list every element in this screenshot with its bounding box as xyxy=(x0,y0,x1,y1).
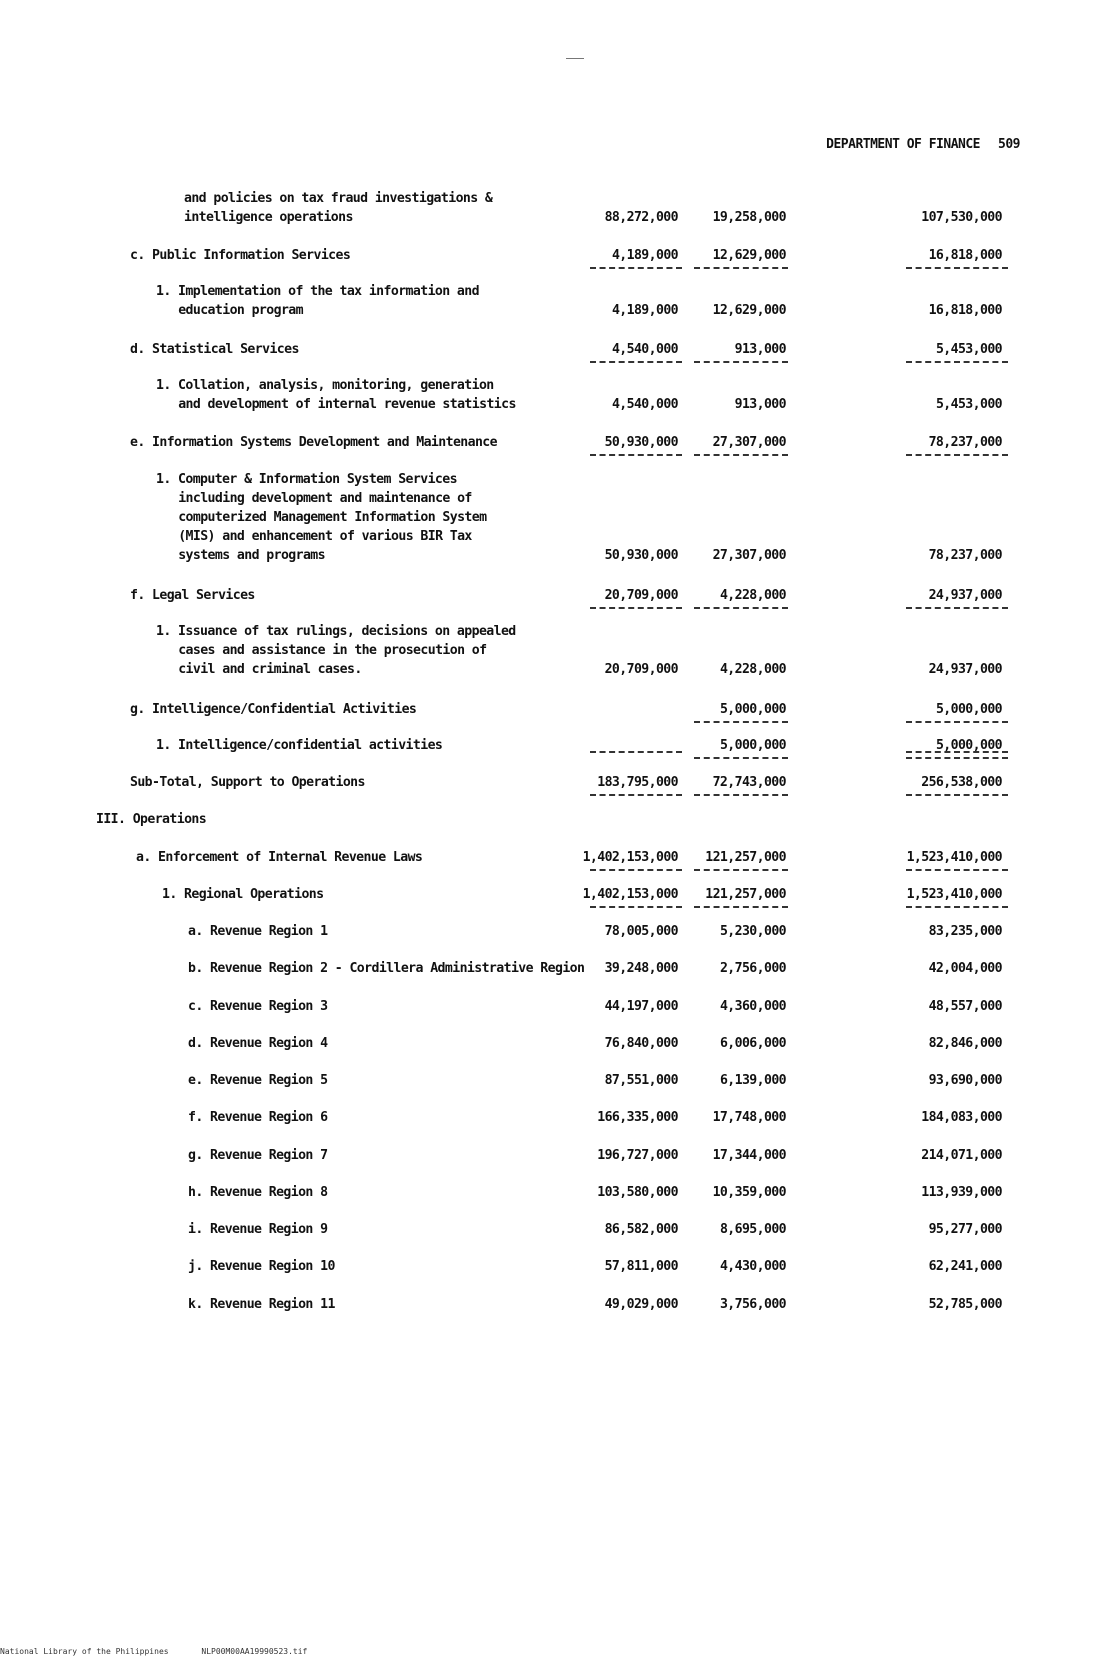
row-label-line: including development and maintenance of xyxy=(178,491,472,506)
table-row xyxy=(0,997,1112,1016)
amount-c1: 4,189,000 xyxy=(611,303,678,318)
dashed-rule xyxy=(906,757,1008,759)
row-label-line: cases and assistance in the prosecution of xyxy=(178,643,487,658)
amount-c1: 50,930,000 xyxy=(604,435,678,450)
amount-c3: 82,846,000 xyxy=(928,1036,1002,1051)
amount-c2: 6,006,000 xyxy=(719,1036,786,1051)
row-label xyxy=(188,1183,327,1202)
dashed-rule xyxy=(590,454,682,456)
amount-c2: 3,756,000 xyxy=(719,1297,786,1312)
amount-c2: 4,228,000 xyxy=(719,588,786,603)
row-label xyxy=(130,586,255,605)
row-label-line: j. Revenue Region 10 xyxy=(188,1259,335,1274)
dashed-rule xyxy=(590,869,682,871)
amount-c3: 16,818,000 xyxy=(928,248,1002,263)
amount-c2: 5,000,000 xyxy=(719,702,786,717)
dashed-rule xyxy=(694,267,788,269)
dashed-rule xyxy=(906,267,1008,269)
dashed-rule xyxy=(906,454,1008,456)
row-label-line: 1. Regional Operations xyxy=(162,887,324,902)
amount-c1: 86,582,000 xyxy=(604,1222,678,1237)
row-label-line: c. Revenue Region 3 xyxy=(188,999,328,1014)
table-row xyxy=(0,1146,1112,1165)
amount-c3: 1,523,410,000 xyxy=(906,850,1002,865)
row-label-line: (MIS) and enhancement of various BIR Tax xyxy=(178,529,472,544)
amount-c3: 5,453,000 xyxy=(935,342,1002,357)
table-row xyxy=(0,1220,1112,1239)
row-label-line: and policies on tax fraud investigations & xyxy=(184,191,493,206)
row-label-line: g. Revenue Region 7 xyxy=(188,1148,328,1163)
amount-c3: 5,000,000 xyxy=(935,702,1002,717)
dashed-rule xyxy=(906,607,1008,609)
row-label-line: 1. Issuance of tax rulings, decisions on appealed xyxy=(156,624,516,639)
amount-c1: 4,540,000 xyxy=(611,397,678,412)
amount-c2: 17,748,000 xyxy=(712,1110,786,1125)
dashed-rule xyxy=(694,454,788,456)
department-title: DEPARTMENT OF FINANCE xyxy=(826,137,981,152)
amount-c1: 76,840,000 xyxy=(604,1036,678,1051)
row-label-line: 1. Implementation of the tax information and xyxy=(156,284,479,299)
row-label xyxy=(136,848,422,867)
row-label xyxy=(156,736,442,755)
amount-c3: 256,538,000 xyxy=(921,775,1002,790)
row-label xyxy=(188,1257,335,1276)
table-row xyxy=(0,810,1112,829)
dashed-rule xyxy=(694,794,788,796)
row-label-line: 1. Computer & Information System Services xyxy=(156,472,457,487)
amount-c2: 4,430,000 xyxy=(719,1259,786,1274)
amount-c3: 113,939,000 xyxy=(921,1185,1002,1200)
table-row xyxy=(0,1183,1112,1202)
amount-c2: 27,307,000 xyxy=(712,548,786,563)
amount-c2: 4,228,000 xyxy=(719,662,786,677)
table-row xyxy=(0,773,1112,792)
row-label-line: 1. Intelligence/confidential activities xyxy=(156,738,443,753)
amount-c1: 4,189,000 xyxy=(611,248,678,263)
amount-c2: 10,359,000 xyxy=(712,1185,786,1200)
amount-c3: 62,241,000 xyxy=(928,1259,1002,1274)
row-label-line: k. Revenue Region 11 xyxy=(188,1297,335,1312)
dashed-rule xyxy=(590,794,682,796)
row-label xyxy=(188,1034,327,1053)
amount-c3: 78,237,000 xyxy=(928,548,1002,563)
top-mark xyxy=(566,58,584,59)
page-header xyxy=(820,137,1020,152)
row-label-line: d. Statistical Services xyxy=(130,342,299,357)
row-label xyxy=(130,433,497,452)
amount-c2: 19,258,000 xyxy=(712,210,786,225)
amount-c3: 24,937,000 xyxy=(928,662,1002,677)
row-label xyxy=(162,885,323,904)
amount-c2: 8,695,000 xyxy=(719,1222,786,1237)
amount-c1: 57,811,000 xyxy=(604,1259,678,1274)
row-label-line: education program xyxy=(178,303,303,318)
amount-c2: 4,360,000 xyxy=(719,999,786,1014)
amount-c1: 1,402,153,000 xyxy=(582,887,678,902)
table-row xyxy=(0,848,1112,867)
amount-c1: 20,709,000 xyxy=(604,662,678,677)
amount-c2: 121,257,000 xyxy=(705,850,786,865)
table-row xyxy=(0,282,1112,320)
table-row xyxy=(0,340,1112,359)
dashed-rule xyxy=(590,906,682,908)
dashed-rule xyxy=(590,267,682,269)
amount-c2: 72,743,000 xyxy=(712,775,786,790)
amount-c2: 5,230,000 xyxy=(719,924,786,939)
row-label-line: b. Revenue Region 2 - Cordillera Administrative Region xyxy=(188,961,585,976)
row-label xyxy=(188,1295,335,1314)
row-label-line: e. Information Systems Development and Maintenance xyxy=(130,435,497,450)
amount-c1: 183,795,000 xyxy=(597,775,678,790)
dashed-rule xyxy=(694,906,788,908)
amount-c2: 5,000,000 xyxy=(719,738,786,753)
amount-c2: 6,139,000 xyxy=(719,1073,786,1088)
row-label-line: and development of internal revenue statistics xyxy=(178,397,516,412)
table-row xyxy=(0,736,1112,755)
row-label-line: f. Legal Services xyxy=(130,588,255,603)
row-label xyxy=(188,1220,327,1239)
amount-c2: 17,344,000 xyxy=(712,1148,786,1163)
row-label xyxy=(188,1146,327,1165)
row-label xyxy=(156,376,516,414)
footer-library: National Library of the Philippines xyxy=(0,1647,169,1656)
amount-c3: 42,004,000 xyxy=(928,961,1002,976)
table-row xyxy=(0,885,1112,904)
page-number: 509 xyxy=(998,137,1020,152)
table-row xyxy=(0,433,1112,452)
amount-c2: 27,307,000 xyxy=(712,435,786,450)
table-row xyxy=(0,586,1112,605)
amount-c2: 12,629,000 xyxy=(712,248,786,263)
amount-c1: 20,709,000 xyxy=(604,588,678,603)
dashed-rule xyxy=(590,361,682,363)
row-label-line: g. Intelligence/Confidential Activities xyxy=(130,702,417,717)
dashed-rule xyxy=(590,751,682,753)
row-label xyxy=(188,1108,327,1127)
table-row xyxy=(0,622,1112,679)
row-label xyxy=(130,700,416,719)
amount-c3: 5,453,000 xyxy=(935,397,1002,412)
row-label xyxy=(188,1071,327,1090)
dashed-rule xyxy=(906,906,1008,908)
amount-c1: 1,402,153,000 xyxy=(582,850,678,865)
row-label-line: d. Revenue Region 4 xyxy=(188,1036,328,1051)
amount-c1: 88,272,000 xyxy=(604,210,678,225)
table-row xyxy=(0,1295,1112,1314)
row-label-line: e. Revenue Region 5 xyxy=(188,1073,328,1088)
amount-c3: 78,237,000 xyxy=(928,435,1002,450)
amount-c2: 913,000 xyxy=(734,342,786,357)
table-row xyxy=(0,959,1112,978)
footer-file: NLP00M00AA19990523.tif xyxy=(201,1647,308,1656)
amount-c3: 95,277,000 xyxy=(928,1222,1002,1237)
dashed-rule xyxy=(694,607,788,609)
table-row xyxy=(0,700,1112,719)
dashed-rule xyxy=(694,361,788,363)
table-row xyxy=(0,376,1112,414)
dashed-rule xyxy=(906,869,1008,871)
amount-c1: 50,930,000 xyxy=(604,548,678,563)
row-label xyxy=(96,810,206,829)
table-row xyxy=(0,1034,1112,1053)
row-label xyxy=(130,773,365,792)
row-label-line: civil and criminal cases. xyxy=(178,662,362,677)
row-label xyxy=(188,922,327,941)
amount-c3: 5,000,000 xyxy=(935,738,1002,753)
table-row xyxy=(0,1257,1112,1276)
row-label xyxy=(156,622,516,679)
amount-c1: 4,540,000 xyxy=(611,342,678,357)
amount-c3: 52,785,000 xyxy=(928,1297,1002,1312)
amount-c3: 214,071,000 xyxy=(921,1148,1002,1163)
row-label-line: a. Revenue Region 1 xyxy=(188,924,328,939)
amount-c2: 12,629,000 xyxy=(712,303,786,318)
dashed-rule xyxy=(906,721,1008,723)
row-label-line: intelligence operations xyxy=(184,210,353,225)
amount-c1: 196,727,000 xyxy=(597,1148,678,1163)
row-label-line: h. Revenue Region 8 xyxy=(188,1185,328,1200)
table-row xyxy=(0,189,1112,227)
amount-c2: 2,756,000 xyxy=(719,961,786,976)
amount-c2: 913,000 xyxy=(734,397,786,412)
amount-c1: 87,551,000 xyxy=(604,1073,678,1088)
row-label-line: systems and programs xyxy=(178,548,325,563)
table-row xyxy=(0,470,1112,565)
amount-c3: 93,690,000 xyxy=(928,1073,1002,1088)
row-label xyxy=(184,189,492,227)
table-row xyxy=(0,1108,1112,1127)
dashed-rule xyxy=(906,361,1008,363)
amount-c3: 48,557,000 xyxy=(928,999,1002,1014)
dashed-rule xyxy=(694,757,788,759)
amount-c3: 184,083,000 xyxy=(921,1110,1002,1125)
amount-c3: 1,523,410,000 xyxy=(906,887,1002,902)
amount-c1: 103,580,000 xyxy=(597,1185,678,1200)
dashed-rule xyxy=(906,751,1008,753)
row-label-line: a. Enforcement of Internal Revenue Laws xyxy=(136,850,423,865)
row-label-line: Sub-Total, Support to Operations xyxy=(130,775,365,790)
table-row xyxy=(0,922,1112,941)
dashed-rule xyxy=(694,721,788,723)
footer xyxy=(0,1647,335,1656)
amount-c1: 78,005,000 xyxy=(604,924,678,939)
amount-c3: 24,937,000 xyxy=(928,588,1002,603)
amount-c1: 44,197,000 xyxy=(604,999,678,1014)
dashed-rule xyxy=(590,607,682,609)
row-label-line: f. Revenue Region 6 xyxy=(188,1110,328,1125)
row-label xyxy=(156,282,479,320)
table-row xyxy=(0,1071,1112,1090)
amount-c1: 49,029,000 xyxy=(604,1297,678,1312)
table-row xyxy=(0,246,1112,265)
amount-c3: 83,235,000 xyxy=(928,924,1002,939)
row-label xyxy=(188,959,584,978)
amount-c2: 121,257,000 xyxy=(705,887,786,902)
amount-c1: 39,248,000 xyxy=(604,961,678,976)
row-label-line: c. Public Information Services xyxy=(130,248,351,263)
row-label-line: i. Revenue Region 9 xyxy=(188,1222,328,1237)
amount-c3: 107,530,000 xyxy=(921,210,1002,225)
dashed-rule xyxy=(694,869,788,871)
amount-c1: 166,335,000 xyxy=(597,1110,678,1125)
amount-c3: 16,818,000 xyxy=(928,303,1002,318)
row-label-line: III. Operations xyxy=(96,812,207,827)
row-label xyxy=(130,340,299,359)
row-label xyxy=(188,997,327,1016)
row-label xyxy=(156,470,486,565)
row-label xyxy=(130,246,350,265)
row-label-line: 1. Collation, analysis, monitoring, generation xyxy=(156,378,494,393)
dashed-rule xyxy=(906,794,1008,796)
row-label-line: computerized Management Information System xyxy=(178,510,487,525)
